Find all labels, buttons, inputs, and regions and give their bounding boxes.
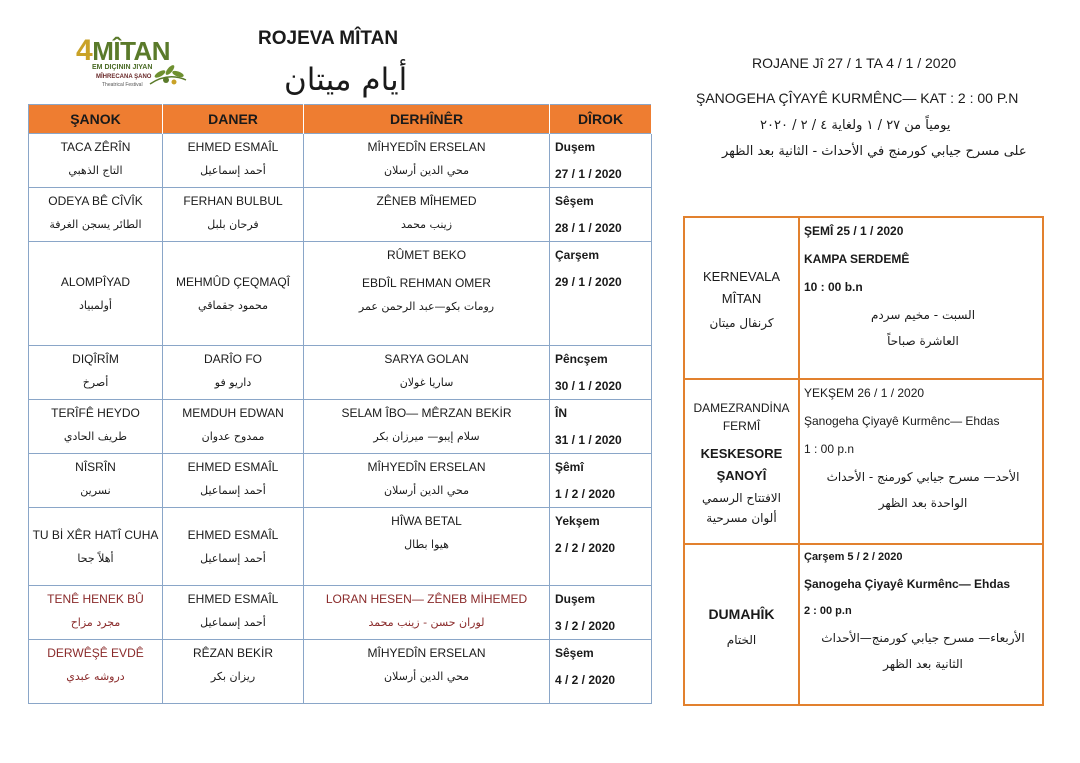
- director-cell: MÎHYEDÎN ERSELAN محي الدين أرسلان: [304, 454, 550, 508]
- logo-wordmark: 4MÎTAN: [76, 34, 171, 67]
- logo-caption: Theatrical Festival: [102, 82, 143, 88]
- olive-branch-icon: [148, 50, 188, 90]
- festival-venue-arabic: على مسرح جيابي كورمنج في الأحداث - الثانية بعد الظهر: [722, 144, 1027, 159]
- date-cell: Duşem 27 / 1 / 2020: [550, 134, 652, 188]
- date-cell: Duşem 3 / 2 / 2020: [550, 586, 652, 640]
- author-cell: DARÎO FO داريو فو: [163, 346, 304, 400]
- logo-subtitle: MÎHRECANA ŞANO: [96, 74, 152, 80]
- event-name-cell: DUMAHÎK الختام: [684, 544, 799, 705]
- date-cell: Sêşem 28 / 1 / 2020: [550, 188, 652, 242]
- author-cell: EHMED ESMAÎL أحمد إسماعيل: [163, 586, 304, 640]
- event-name-cell: KERNEVALA MÎTAN كرنفال ميتان: [684, 217, 799, 379]
- director-cell: RÛMET BEKO EBDÎL REHMAN OMER رومات بكو—عبد الرحمن عمر: [304, 242, 550, 346]
- play-cell: ODEYA BÊ CÎVÎK الطائر يسجن الغرفة: [29, 188, 163, 242]
- column-header-play: ŞANOK: [29, 105, 163, 134]
- table-row: [29, 454, 652, 508]
- column-header-date: DÎROK: [550, 105, 652, 134]
- author-cell: EHMED ESMAÎL أحمد إسماعيل: [163, 454, 304, 508]
- date-cell: Yekşem 2 / 2 / 2020: [550, 508, 652, 586]
- table-row: [29, 640, 652, 704]
- event-row-opening: [684, 379, 1043, 544]
- play-cell: TENÊ HENEK BÛ مجرد مزاح: [29, 586, 163, 640]
- play-cell: DIQÎRÎM أصرخ: [29, 346, 163, 400]
- festival-dates: ROJANE Jî 27 / 1 TA 4 / 1 / 2020: [752, 55, 957, 71]
- author-cell: MEMDUH EDWAN ممدوح عدوان: [163, 400, 304, 454]
- schedule-table: [28, 104, 652, 704]
- play-cell: DERWÊŞÊ EVDÊ دروشه عبدي: [29, 640, 163, 704]
- author-cell: EHMED ESMAÎL أحمد إسماعيل: [163, 508, 304, 586]
- director-cell: SELAM ÎBO— MÊRZAN BEKİR سلام إيبو— ميرزان بكر: [304, 400, 550, 454]
- event-row-closing: [684, 544, 1043, 705]
- event-detail-cell: ŞEMÎ 25 / 1 / 2020 KAMPA SERDEMÊ 10 : 00 b.n السبت - مخيم سردم العاشرة صباحاً: [799, 217, 1043, 379]
- director-cell: LORAN HESEN— ZÊNEB MİHEMED لوران حسن - زينب محمد: [304, 586, 550, 640]
- play-cell: TU Bİ XÊR HATÎ CUHA أهلاً جحا: [29, 508, 163, 586]
- page-title: ROJEVA MÎTAN: [258, 28, 399, 49]
- events-table: [683, 216, 1044, 706]
- festival-venue: ŞANOGEHA ÇÎYAYÊ KURMÊNC— KAT : 2 : 00 P.N: [696, 90, 1019, 106]
- logo-tagline: EM DIÇININ JIYAN: [92, 64, 153, 71]
- festival-logo: [70, 30, 188, 96]
- table-row: [29, 400, 652, 454]
- play-cell: TERÎFÊ HEYDO طريف الحادي: [29, 400, 163, 454]
- event-detail-cell: YEKŞEM 26 / 1 / 2020 Şanogeha Çiyayê Kurmênc— Ehdas 1 : 00 p.n الأحد— مسرح جيابي كورمنج - الأحداث الواحدة بعد الظهر: [799, 379, 1043, 544]
- table-row: [29, 508, 652, 586]
- author-cell: FERHAN BULBUL فرحان بلبل: [163, 188, 304, 242]
- director-cell: MÎHYEDÎN ERSELAN محي الدين أرسلان: [304, 134, 550, 188]
- play-cell: NÎSRÎN نسرين: [29, 454, 163, 508]
- table-row: [29, 134, 652, 188]
- date-cell: Sêşem 4 / 2 / 2020: [550, 640, 652, 704]
- director-cell: HÎWA BETAL هيوا بطال: [304, 508, 550, 586]
- date-cell: Çarşem 29 / 1 / 2020: [550, 242, 652, 346]
- director-cell: SARYA GOLAN ساريا غولان: [304, 346, 550, 400]
- column-header-director: DERHÎNÊR: [304, 105, 550, 134]
- table-row: [29, 242, 652, 346]
- page-title-arabic: أيام ميتان: [284, 62, 408, 98]
- event-row-carnival: [684, 217, 1043, 379]
- director-cell: MÎHYEDÎN ERSELAN محي الدين أرسلان: [304, 640, 550, 704]
- date-cell: ÎN 31 / 1 / 2020: [550, 400, 652, 454]
- festival-dates-arabic: يومياً من ٢٧ / ١ ولغاية ٤ / ٢ / ٢٠٢٠: [760, 118, 951, 133]
- table-row: [29, 346, 652, 400]
- event-name-cell: DAMEZRANDİNA FERMÎ KESKESORE ŞANOYÎ الافتتاح الرسمي ألوان مسرحية: [684, 379, 799, 544]
- table-row: [29, 586, 652, 640]
- author-cell: MEHMÛD ÇEQMAQÎ محمود جقماقي: [163, 242, 304, 346]
- date-cell: Şêmî 1 / 2 / 2020: [550, 454, 652, 508]
- table-header-row: [29, 105, 652, 134]
- play-cell: ALOMPÎYAD أولمبياد: [29, 242, 163, 346]
- date-cell: Pêncşem 30 / 1 / 2020: [550, 346, 652, 400]
- author-cell: RÊZAN BEKİR ريزان بكر: [163, 640, 304, 704]
- play-cell: TACA ZÊRÎN التاج الذهبي: [29, 134, 163, 188]
- table-row: [29, 188, 652, 242]
- event-detail-cell: Çarşem 5 / 2 / 2020 Şanogeha Çiyayê Kurmênc— Ehdas 2 : 00 p.n الأربعاء— مسرح جيابي كورمنج—الأحداث الثانية بعد الظهر: [799, 544, 1043, 705]
- author-cell: EHMED ESMAÎL أحمد إسماعيل: [163, 134, 304, 188]
- column-header-author: DANER: [163, 105, 304, 134]
- director-cell: ZÊNEB MÎHEMED زينب محمد: [304, 188, 550, 242]
